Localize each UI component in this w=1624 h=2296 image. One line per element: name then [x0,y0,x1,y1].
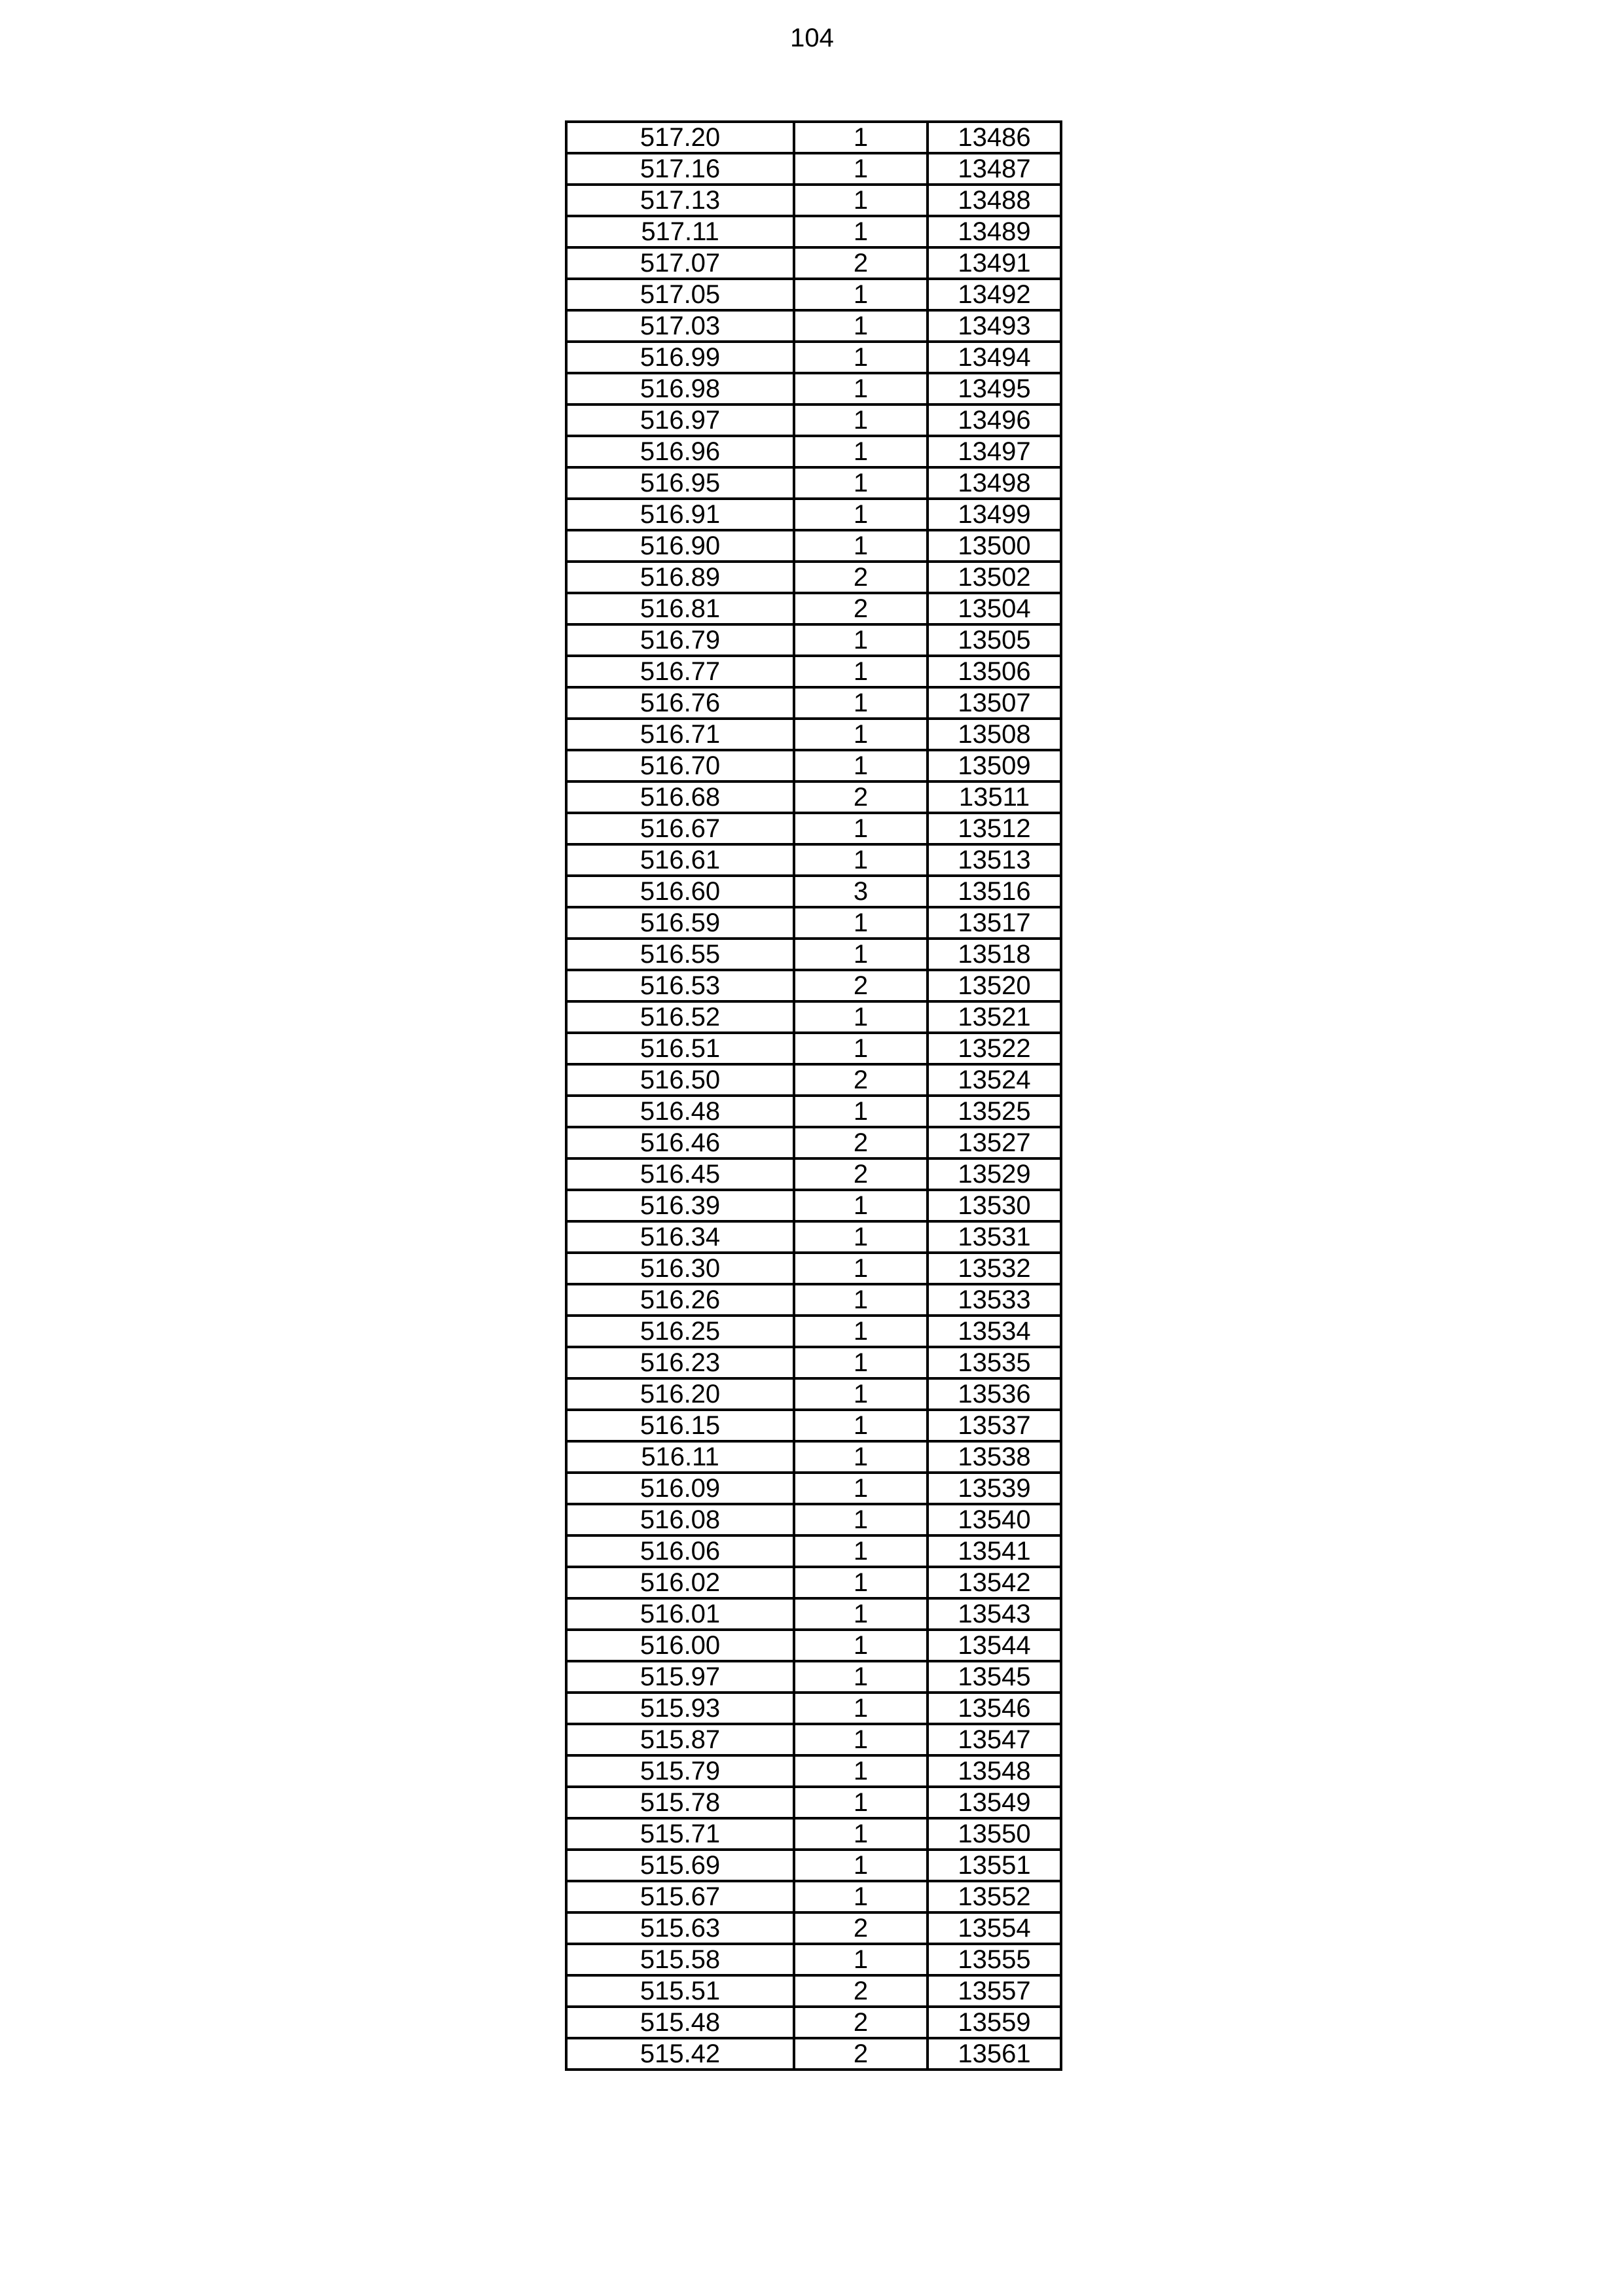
cell-count: 1 [794,1881,928,1912]
cell-count: 1 [794,1033,928,1064]
table-row [566,1567,1061,1598]
cell-count: 1 [794,750,928,781]
table-row [566,1316,1061,1347]
table-row [566,1787,1061,1818]
cell-cumulative: 13537 [928,1410,1061,1441]
cell-value: 516.25 [566,1316,794,1347]
cell-count: 1 [794,1693,928,1724]
cell-value: 516.11 [566,1441,794,1473]
cell-cumulative: 13491 [928,247,1061,279]
cell-count: 2 [794,2038,928,2070]
cell-count: 1 [794,1096,928,1127]
table-row [566,1504,1061,1535]
cell-value: 516.08 [566,1504,794,1535]
cell-value: 516.26 [566,1284,794,1316]
cell-count: 1 [794,907,928,939]
cell-count: 2 [794,781,928,813]
cell-count: 2 [794,1158,928,1190]
cell-cumulative: 13529 [928,1158,1061,1190]
cell-value: 515.78 [566,1787,794,1818]
table-row [566,2007,1061,2038]
cell-cumulative: 13539 [928,1473,1061,1504]
cell-value: 516.79 [566,624,794,656]
cell-cumulative: 13488 [928,185,1061,216]
cell-value: 516.61 [566,844,794,876]
cell-count: 1 [794,1724,928,1755]
cell-cumulative: 13530 [928,1190,1061,1221]
cell-value: 516.70 [566,750,794,781]
cell-count: 1 [794,813,928,844]
table-row [566,216,1061,247]
cell-cumulative: 13516 [928,876,1061,907]
table-row [566,530,1061,562]
cell-cumulative: 13522 [928,1033,1061,1064]
table-row [566,593,1061,624]
cell-value: 516.50 [566,1064,794,1096]
cell-count: 1 [794,122,928,153]
cell-count: 1 [794,373,928,404]
cell-cumulative: 13559 [928,2007,1061,2038]
table-row [566,1818,1061,1850]
cell-cumulative: 13502 [928,562,1061,593]
table-row [566,1724,1061,1755]
cell-value: 517.11 [566,216,794,247]
cell-count: 1 [794,1598,928,1630]
cell-cumulative: 13520 [928,970,1061,1001]
data-table [565,120,1062,2071]
cell-cumulative: 13493 [928,310,1061,342]
cell-value: 517.20 [566,122,794,153]
cell-value: 516.45 [566,1158,794,1190]
cell-count: 1 [794,185,928,216]
table-row [566,1190,1061,1221]
table-row [566,1158,1061,1190]
cell-cumulative: 13540 [928,1504,1061,1535]
table-row [566,1033,1061,1064]
cell-count: 2 [794,1912,928,1944]
table-row [566,687,1061,719]
cell-value: 516.97 [566,404,794,436]
table-row [566,1096,1061,1127]
cell-cumulative: 13541 [928,1535,1061,1567]
cell-cumulative: 13544 [928,1630,1061,1661]
table-row [566,1284,1061,1316]
table-row [566,247,1061,279]
table-row [566,813,1061,844]
table-body [566,122,1061,2070]
cell-value: 516.46 [566,1127,794,1158]
cell-count: 1 [794,499,928,530]
cell-count: 2 [794,1975,928,2007]
table-row [566,624,1061,656]
cell-cumulative: 13492 [928,279,1061,310]
cell-value: 515.79 [566,1755,794,1787]
cell-cumulative: 13538 [928,1441,1061,1473]
cell-value: 516.15 [566,1410,794,1441]
cell-cumulative: 13546 [928,1693,1061,1724]
cell-count: 3 [794,876,928,907]
cell-cumulative: 13499 [928,499,1061,530]
cell-value: 516.30 [566,1253,794,1284]
cell-count: 1 [794,467,928,499]
cell-count: 2 [794,1064,928,1096]
cell-value: 515.71 [566,1818,794,1850]
cell-value: 516.99 [566,342,794,373]
cell-value: 515.87 [566,1724,794,1755]
table-row [566,1127,1061,1158]
cell-count: 1 [794,530,928,562]
cell-value: 516.39 [566,1190,794,1221]
cell-value: 516.52 [566,1001,794,1033]
cell-value: 516.96 [566,436,794,467]
cell-value: 516.90 [566,530,794,562]
cell-cumulative: 13518 [928,939,1061,970]
cell-count: 2 [794,970,928,1001]
cell-count: 1 [794,342,928,373]
cell-value: 516.77 [566,656,794,687]
cell-count: 1 [794,1630,928,1661]
table-row [566,750,1061,781]
cell-value: 516.01 [566,1598,794,1630]
cell-count: 1 [794,1347,928,1378]
cell-count: 1 [794,1473,928,1504]
cell-count: 1 [794,404,928,436]
table-row [566,562,1061,593]
cell-value: 515.58 [566,1944,794,1975]
table-row [566,1410,1061,1441]
cell-count: 1 [794,1535,928,1567]
table-row [566,1850,1061,1881]
cell-cumulative: 13505 [928,624,1061,656]
table-row [566,907,1061,939]
cell-count: 1 [794,1755,928,1787]
table-row [566,1693,1061,1724]
cell-cumulative: 13534 [928,1316,1061,1347]
table-row [566,1064,1061,1096]
cell-value: 516.55 [566,939,794,970]
cell-count: 2 [794,1127,928,1158]
cell-value: 516.20 [566,1378,794,1410]
cell-value: 517.16 [566,153,794,185]
cell-value: 516.06 [566,1535,794,1567]
table-row [566,373,1061,404]
cell-count: 1 [794,310,928,342]
cell-value: 516.98 [566,373,794,404]
cell-count: 1 [794,1818,928,1850]
cell-cumulative: 13555 [928,1944,1061,1975]
cell-cumulative: 13504 [928,593,1061,624]
cell-count: 1 [794,1316,928,1347]
cell-cumulative: 13524 [928,1064,1061,1096]
cell-cumulative: 13552 [928,1881,1061,1912]
cell-cumulative: 13542 [928,1567,1061,1598]
table-row [566,499,1061,530]
cell-count: 1 [794,844,928,876]
table-row [566,153,1061,185]
table-row [566,1598,1061,1630]
cell-value: 517.07 [566,247,794,279]
table-row [566,1630,1061,1661]
cell-cumulative: 13496 [928,404,1061,436]
cell-value: 516.67 [566,813,794,844]
cell-cumulative: 13550 [928,1818,1061,1850]
cell-value: 515.97 [566,1661,794,1693]
cell-value: 516.89 [566,562,794,593]
cell-cumulative: 13543 [928,1598,1061,1630]
cell-cumulative: 13486 [928,122,1061,153]
cell-count: 2 [794,562,928,593]
cell-cumulative: 13500 [928,530,1061,562]
cell-count: 1 [794,1850,928,1881]
table-row [566,1001,1061,1033]
cell-cumulative: 13495 [928,373,1061,404]
cell-cumulative: 13489 [928,216,1061,247]
table-row [566,2038,1061,2070]
table-row [566,719,1061,750]
cell-cumulative: 13549 [928,1787,1061,1818]
cell-count: 1 [794,1221,928,1253]
cell-value: 516.23 [566,1347,794,1378]
cell-value: 516.76 [566,687,794,719]
table-row [566,876,1061,907]
table-row [566,1221,1061,1253]
cell-count: 2 [794,593,928,624]
cell-count: 1 [794,153,928,185]
cell-cumulative: 13532 [928,1253,1061,1284]
table-row [566,1944,1061,1975]
cell-cumulative: 13513 [928,844,1061,876]
table-row [566,1473,1061,1504]
table-row [566,1912,1061,1944]
cell-cumulative: 13527 [928,1127,1061,1158]
cell-value: 516.60 [566,876,794,907]
table-row [566,1441,1061,1473]
cell-cumulative: 13509 [928,750,1061,781]
cell-count: 1 [794,1944,928,1975]
cell-count: 1 [794,1410,928,1441]
table-row [566,1378,1061,1410]
cell-count: 1 [794,1661,928,1693]
table-row [566,781,1061,813]
cell-cumulative: 13497 [928,436,1061,467]
cell-count: 2 [794,2007,928,2038]
cell-value: 516.68 [566,781,794,813]
cell-value: 516.53 [566,970,794,1001]
cell-count: 1 [794,1284,928,1316]
cell-cumulative: 13517 [928,907,1061,939]
table-row [566,1347,1061,1378]
cell-count: 1 [794,1441,928,1473]
cell-count: 1 [794,656,928,687]
page-number: 104 [790,24,834,52]
cell-cumulative: 13545 [928,1661,1061,1693]
cell-cumulative: 13535 [928,1347,1061,1378]
table-row [566,404,1061,436]
table-row [566,310,1061,342]
cell-value: 516.95 [566,467,794,499]
cell-cumulative: 13512 [928,813,1061,844]
cell-value: 516.48 [566,1096,794,1127]
cell-value: 516.51 [566,1033,794,1064]
cell-value: 515.69 [566,1850,794,1881]
cell-count: 1 [794,719,928,750]
cell-count: 1 [794,939,928,970]
cell-value: 516.91 [566,499,794,530]
cell-count: 1 [794,687,928,719]
table-row [566,1975,1061,2007]
cell-count: 1 [794,216,928,247]
cell-cumulative: 13533 [928,1284,1061,1316]
table-row [566,342,1061,373]
cell-count: 1 [794,1253,928,1284]
cell-value: 516.09 [566,1473,794,1504]
cell-count: 1 [794,1190,928,1221]
table-row [566,436,1061,467]
table-row [566,656,1061,687]
cell-cumulative: 13531 [928,1221,1061,1253]
table-row [566,1253,1061,1284]
cell-count: 1 [794,436,928,467]
cell-cumulative: 13561 [928,2038,1061,2070]
cell-count: 1 [794,1567,928,1598]
table-row [566,1755,1061,1787]
cell-cumulative: 13551 [928,1850,1061,1881]
cell-value: 515.51 [566,1975,794,2007]
cell-cumulative: 13494 [928,342,1061,373]
cell-count: 1 [794,1504,928,1535]
cell-cumulative: 13521 [928,1001,1061,1033]
table-row [566,279,1061,310]
cell-value: 517.05 [566,279,794,310]
cell-cumulative: 13507 [928,687,1061,719]
cell-value: 517.03 [566,310,794,342]
cell-cumulative: 13525 [928,1096,1061,1127]
cell-cumulative: 13506 [928,656,1061,687]
cell-value: 516.00 [566,1630,794,1661]
cell-cumulative: 13498 [928,467,1061,499]
cell-value: 516.59 [566,907,794,939]
table-row [566,1535,1061,1567]
cell-cumulative: 13548 [928,1755,1061,1787]
cell-value: 515.93 [566,1693,794,1724]
cell-value: 516.34 [566,1221,794,1253]
table-row [566,1661,1061,1693]
cell-cumulative: 13487 [928,153,1061,185]
cell-count: 1 [794,1378,928,1410]
cell-cumulative: 13511 [928,781,1061,813]
table-row [566,122,1061,153]
table-row [566,844,1061,876]
cell-cumulative: 13536 [928,1378,1061,1410]
cell-value: 517.13 [566,185,794,216]
cell-value: 516.71 [566,719,794,750]
table-row [566,1881,1061,1912]
cell-value: 515.48 [566,2007,794,2038]
table-row [566,185,1061,216]
cell-count: 1 [794,279,928,310]
cell-value: 516.02 [566,1567,794,1598]
table-row [566,939,1061,970]
cell-cumulative: 13508 [928,719,1061,750]
cell-value: 515.67 [566,1881,794,1912]
cell-value: 516.81 [566,593,794,624]
cell-cumulative: 13557 [928,1975,1061,2007]
cell-count: 1 [794,624,928,656]
cell-count: 2 [794,247,928,279]
table-row [566,970,1061,1001]
cell-value: 515.42 [566,2038,794,2070]
cell-cumulative: 13547 [928,1724,1061,1755]
table-row [566,467,1061,499]
cell-cumulative: 13554 [928,1912,1061,1944]
cell-count: 1 [794,1001,928,1033]
cell-count: 1 [794,1787,928,1818]
cell-value: 515.63 [566,1912,794,1944]
